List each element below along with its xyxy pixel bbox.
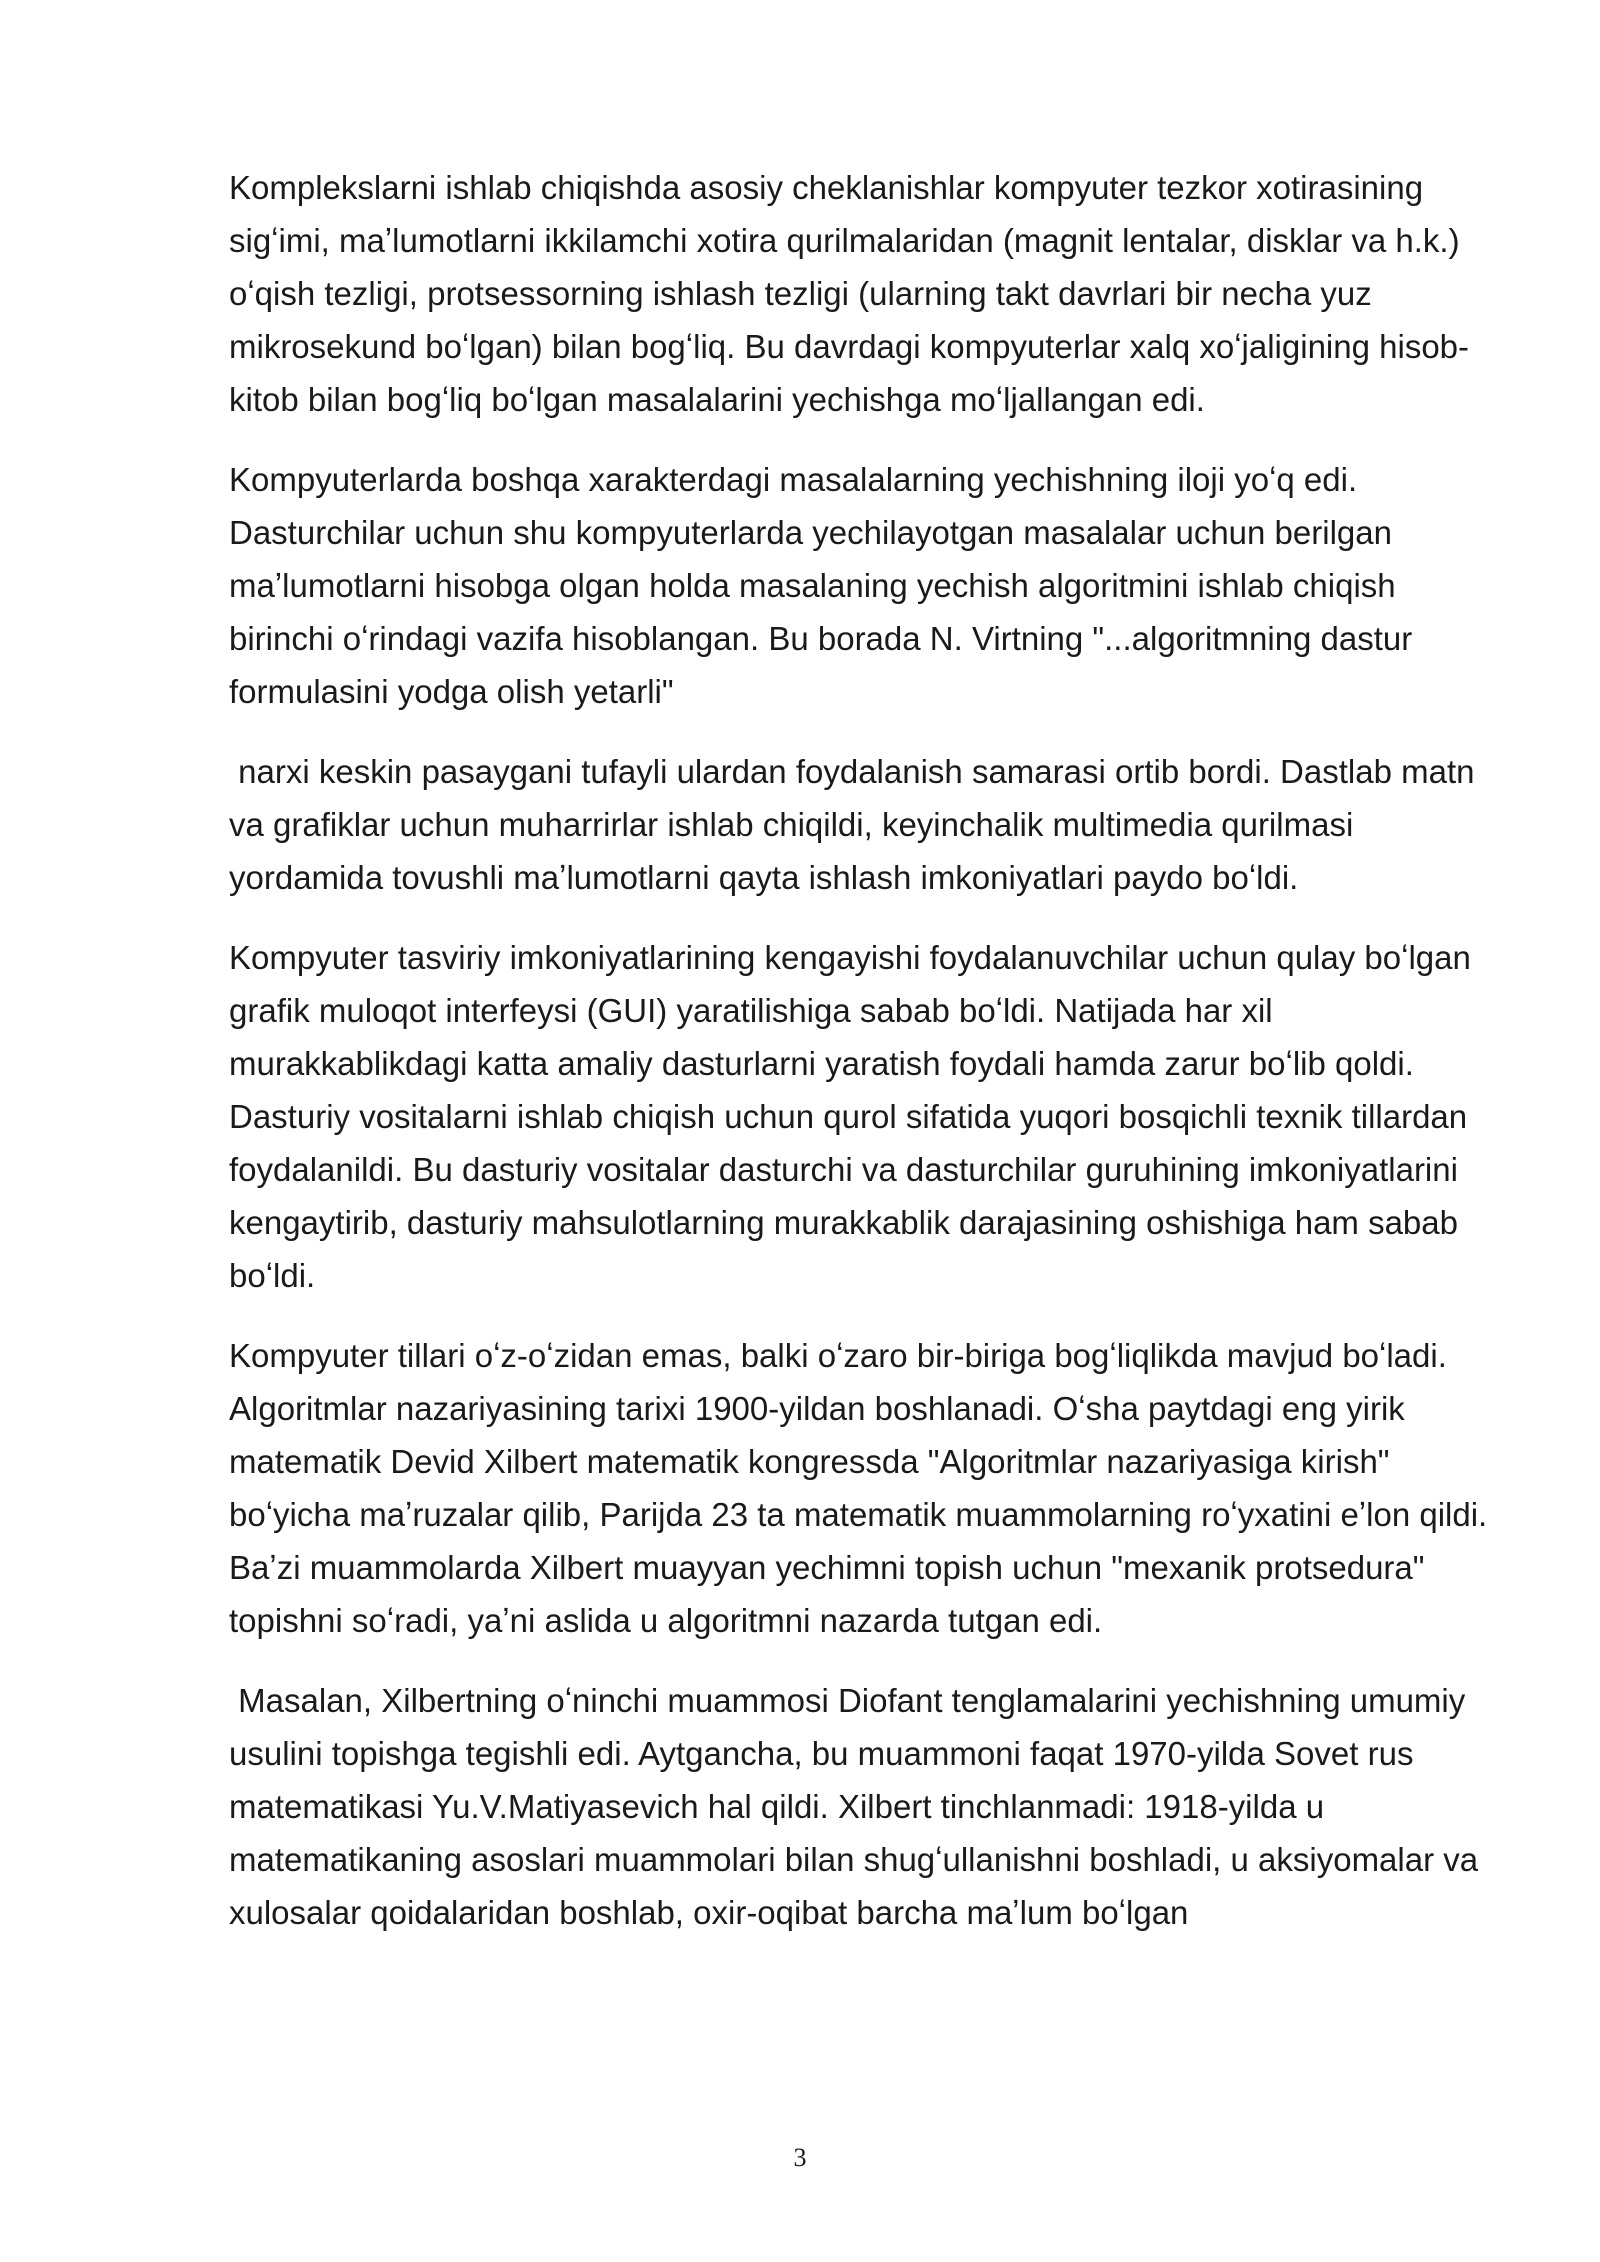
document-body — [229, 161, 1499, 1966]
paragraph-1: Komplekslarni ishlab chiqishda asosiy cheklanishlar kompyuter tezkor xotirasining sigʻimi, maʼlumotlarni ikkilamchi xotira qurilmalaridan (magnit lentalar, disklar va h.k.) oʻqish tezligi, protsessorning ishlash tezligi (ularning takt davrlari bir necha yuz mikrosekund boʻlgan) bilan bogʻliq. Bu davrdagi kompyuterlar xalq xoʻjaligining hisob-kitob bilan bogʻliq boʻlgan masalalarini yechishga moʻljallangan edi. — [229, 169, 1470, 418]
paragraph-3: narxi keskin pasaygani tufayli ulardan foydalanish samarasi ortib bordi. Dastlab matn va grafiklar uchun muharrirlar ishlab chiqildi, keyinchalik multimedia qurilmasi yordamida tovushli maʼlumotlarni qayta ishlash imkoniyatlari paydo boʻldi. — [229, 753, 1484, 896]
paragraph-5: Kompyuter tillari oʻz-oʻzidan emas, balki oʻzaro bir-biriga bogʻliqlikda mavjud boʻladi. Algoritmlar nazariyasining tarixi 1900-yildan boshlanadi. Oʻsha paytdagi eng yirik matematik Devid Xilbert matematik kongressda "Algoritmlar nazariyasiga kirish" boʻyicha maʼruzalar qilib, Parijda 23 ta matematik muammolarning roʻyxatini eʼlon qildi. Baʼzi muammolarda Xilbert muayyan yechimni topish uchun "mexanik protsedura" topishni soʻradi, yaʼni aslida u algoritmni nazarda tutgan edi. — [229, 1337, 1497, 1639]
paragraph-4: Kompyuter tasviriy imkoniyatlarining kengayishi foydalanuvchilar uchun qulay boʻlgan grafik muloqot interfeysi (GUI) yaratilishiga sabab boʻldi. Natijada har xil murakkablikdagi katta amaliy dasturlarni yaratish foydali hamda zarur boʻlib qoldi. Dasturiy vositalarni ishlab chiqish uchun qurol sifatida yuqori bosqichli texnik tillardan foydalanildi. Bu dasturiy vositalar dasturchi va dasturchilar guruhining imkoniyatlarini kengaytirib, dasturiy mahsulotlarning murakkablik darajasining oshishiga ham sabab boʻldi. — [229, 939, 1481, 1294]
page-number: 3 — [793, 2143, 807, 2172]
paragraph-2: Kompyuterlarda boshqa xarakterdagi masalalarning yechishning iloji yoʻq edi. Dasturchilar uchun shu kompyuterlarda yechilayotgan masalalar uchun berilgan maʼlumotlarni hisobga olgan holda masalaning yechish algoritmini ishlab chiqish birinchi oʻrindagi vazifa hisoblangan. Bu borada N. Virtning "...algoritmning dastur formulasini yodga olish yetarli" — [229, 461, 1422, 710]
paragraph-6: Masalan, Xilbertning oʻninchi muammosi Diofant tenglamalarini yechishning umumiy usulini topishga tegishli edi. Aytgancha, bu muammoni faqat 1970-yilda Sovet rus matematikasi Yu.V.Matiyasevich hal qildi. Xilbert tinchlanmadi: 1918-yilda u matematikaning asoslari muammolari bilan shugʻullanishni boshladi, u aksiyomalar va xulosalar qoidalaridan boshlab, oxir-oqibat barcha maʼlum boʻlgan — [229, 1682, 1488, 1931]
